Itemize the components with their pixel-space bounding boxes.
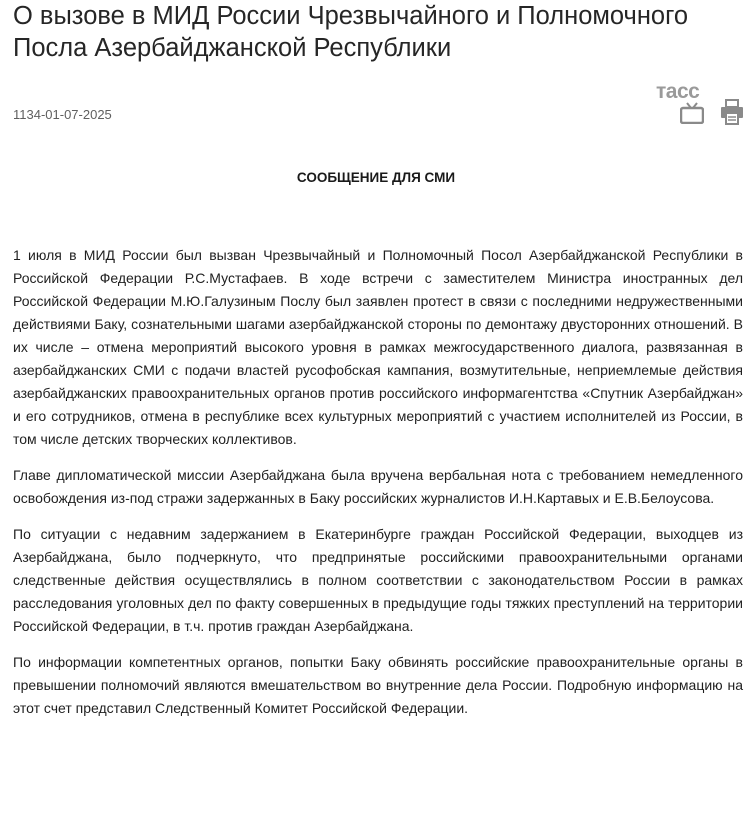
page-title: О вызове в МИД России Чрезвычайного и Полномочного Посла Азербайджанской Республики <box>13 2 689 62</box>
print-icon[interactable] <box>720 99 744 130</box>
document-id: 1134-01-07-2025 <box>13 107 112 122</box>
paragraph: Главе дипломатической миссии Азербайджана была вручена вербальная нота с требованием немедленного освобождения из-под стражи задержанных в Баку российских журналистов И.Н.Картавых и Е.В.Белоусова. <box>13 467 743 506</box>
article-body <box>13 244 743 733</box>
section-heading: СООБЩЕНИЕ ДЛЯ СМИ <box>296 170 456 185</box>
paragraph: По информации компетентных органов, попытки Баку обвинять российские правоохранительные органы в превышении полномочий являются вмешательством во внутренние дела России. Подробную информацию на этот счет представил Следственный Комитет Российской Федерации. <box>13 654 743 716</box>
tv-icon[interactable] <box>680 102 704 129</box>
paragraph: 1 июля в МИД России был вызван Чрезвычайный и Полномочный Посол Азербайджанской Республики в Российской Федерации Р.С.Мустафаев. В ходе встречи с заместителем Министра иностранных дел Российской Федерации М.Ю.Галузиным Послу был заявлен протест в связи с последними недружественными действиями Баку, сознательными шагами азербайджанской стороны по демонтажу двусторонних отношений. В их числе – отмена мероприятий высокого уровня в рамках межгосударственного диалога, развязанная в азербайджанских СМИ с подачи властей русофобская кампания, возмутительные, неприемлемые действия азербайджанских правоохранительных органов против российского информагентства «Спутник Азербайджан» и его сотрудников, отмена в республике всех культурных мероприятий с участием исполнителей из России, в том числе детских творческих коллективов. <box>13 247 743 447</box>
tass-logo-text: тасс <box>656 80 700 103</box>
paragraph: По ситуации с недавним задержанием в Екатеринбурге граждан Российской Федерации, выходцев из Азербайджана, было подчеркнуто, что предпринятые российскими правоохранительными органами следственные действия осуществлялись в полном соответствии с законодательством России в рамках расследования уголовных дел по факту совершенных в предыдущие годы тяжких преступлений на территории Российской Федерации, в т.ч. против граждан Азербайджана. <box>13 526 743 634</box>
tass-logo <box>656 80 746 126</box>
